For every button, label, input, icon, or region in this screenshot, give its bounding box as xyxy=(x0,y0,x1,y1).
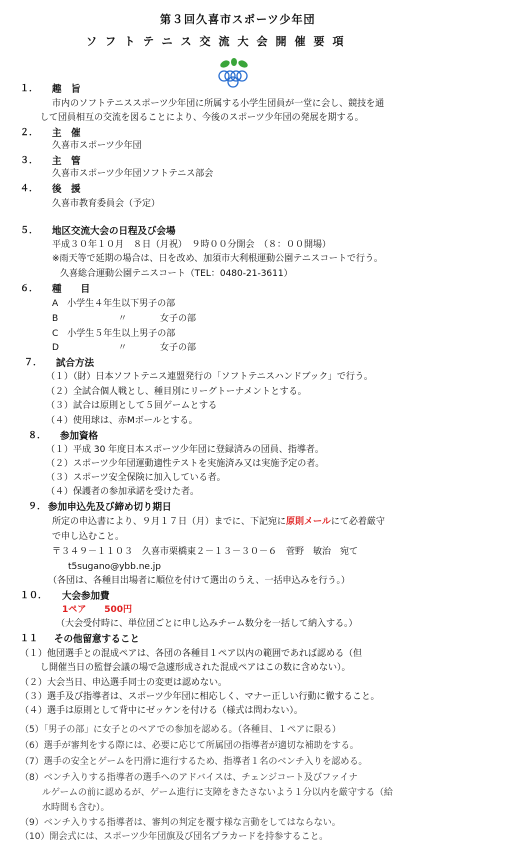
section-7-item-1: （１）（財）日本ソフトテニス連盟発行の「ソフトテニスハンドブック」で行う。 xyxy=(46,372,373,382)
notes-item-7: （7）選手の安全とゲームを円滑に進行するため、指導者１名のベンチ入りを認める。 xyxy=(20,757,368,767)
section-5-rain-note: ※雨天等で延期の場合は、日を改め、加須市大利根運動公園テニスコートで行う。 xyxy=(52,254,383,264)
section-7-heading: 試合方法 xyxy=(56,358,95,369)
notes-item-8: （8）ベンチ入りする指導者の選手へのアドバイスは、チェンジコート及びファイナ xyxy=(20,773,358,783)
section-8-item-3: （３）スポーツ安全保険に加入している者。 xyxy=(46,473,226,483)
entry-fee: 1ペア 500円 xyxy=(62,605,133,615)
section-9-heading: 参加申込先及び締め切り期日 xyxy=(48,502,172,513)
section-9-note: （各団は、各種目出場者に順位を付けて選出のうえ、一括申込みを行う。） xyxy=(48,576,351,586)
document-subtitle: ソフトテニス交流大会開催要項 xyxy=(86,35,352,48)
section-5-schedule: 平成３０年１０月 ８日（月祝） ９時００分開会 （８：００開場） xyxy=(52,240,332,250)
section-9-deadline: 所定の申込書により、９月１７日（月）までに、下記宛に原則メールにて必着厳守 xyxy=(52,517,385,527)
section-1-number: １． xyxy=(20,84,39,94)
notes-item-10: （10）開会式には、スポーツ少年団旗及び団名プラカードを持参すること。 xyxy=(20,832,329,842)
notes-item-8-cont-2: 水時間も含む）。 xyxy=(42,803,110,813)
section-1-text-1: 市内のソフトテニススポーツ少年団に所属する小学生団員が一堂に会し、競技を通 xyxy=(52,99,385,109)
notes-item-6: （6）選手が審判をする際には、必要に応じて所属団の指導者が適切な補助をする。 xyxy=(20,741,359,751)
notes-item-8-cont-1: ルゲームの前に認めるが、ゲーム進行に支障をきたさないよう１分以内を厳守する（給 xyxy=(42,788,393,798)
section-11-heading: その他留意すること xyxy=(54,634,140,645)
notes-item-1-cont: し開催当日の監督会議の場で急遽形成された混成ペアはこの数に含めない）。 xyxy=(40,663,351,673)
section-9-address: 〒３４９－１１０３ 久喜市栗橋東２－１３－３０－６ 菅野 敏治 宛て xyxy=(52,547,359,557)
section-11-number: １１ xyxy=(20,634,39,644)
section-8-number: ８． xyxy=(28,431,47,441)
section-8-item-4: （４）保護者の参加承諾を受けた者。 xyxy=(46,487,200,497)
section-7-item-3: （３）試合は原則として５回ゲームとする xyxy=(46,401,218,411)
document-title: 第３回久喜市スポーツ少年団 xyxy=(160,13,316,26)
section-7-item-4: （４）使用球は、赤Mボールとする。 xyxy=(46,416,198,426)
sports-youth-logo xyxy=(216,58,252,88)
event-d-label: 女子の部 xyxy=(160,343,197,353)
section-9-number: ９． xyxy=(28,502,47,512)
event-b-letter: B xyxy=(52,314,59,324)
section-3-text: 久喜市スポーツ少年団ソフトテニス部会 xyxy=(52,169,214,179)
notes-item-4: （４）選手は原則として背中にゼッケンを付ける（様式は問わない）。 xyxy=(20,706,303,716)
section-10-heading: 大会参加費 xyxy=(62,591,110,602)
section-7-item-2: （２）全試合個人戦とし、種目別にリーグトーナメントとする。 xyxy=(46,387,307,397)
section-3-heading: 主 管 xyxy=(52,156,81,167)
event-d-ditto: 〃 xyxy=(118,343,128,353)
section-2-text: 久喜市スポーツ少年団 xyxy=(52,141,142,151)
section-4-text: 久喜市教育委員会（予定） xyxy=(52,199,161,209)
section-5-heading: 地区交流大会の日程及び会場 xyxy=(52,226,176,237)
section-5-venue: 久喜総合運動公園テニスコート（TEL：0480-21-3611） xyxy=(60,269,293,279)
section-1-text-2: して団員相互の交流を図ることにより、今後のスポーツ少年団の発展を期する。 xyxy=(40,113,364,123)
email-required-note: 原則メール xyxy=(286,517,331,527)
notes-item-5: （5）「男子の部」に女子とのペアでの参加を認める。（各種目、１ペアに限る） xyxy=(20,725,341,735)
section-8-heading: 参加資格 xyxy=(60,431,99,442)
section-10-number: １０． xyxy=(20,591,48,601)
event-b-label: 女子の部 xyxy=(160,314,197,324)
event-c: C 小学生５年生以上男子の部 xyxy=(52,329,176,339)
section-9-text-2: で申し込むこと。 xyxy=(52,532,125,542)
notes-item-1: （１）他団選手との混成ペアは、各団の各種目１ペア以内の範囲であれば認める（但 xyxy=(20,649,363,659)
section-9-email[interactable]: t5sugano@ybb.ne.jp xyxy=(68,562,162,572)
section-6-number: ６． xyxy=(20,284,39,294)
section-6-heading: 種 目 xyxy=(52,284,91,295)
section-3-number: ３． xyxy=(20,156,39,166)
notes-item-2: （２）大会当日、申込選手同士の変更は認めない。 xyxy=(20,678,228,688)
event-a: A 小学生４年生以下男子の部 xyxy=(52,299,176,309)
section-7-number: ７． xyxy=(24,358,43,368)
section-2-heading: 主 催 xyxy=(52,128,81,139)
section-4-number: ４． xyxy=(20,184,39,194)
section-5-number: ５． xyxy=(20,226,39,236)
section-8-item-1: （１）平成 30 年度日本スポーツ少年団に登録済みの団員、指導者。 xyxy=(46,445,324,455)
event-d-letter: D xyxy=(52,343,59,353)
section-4-heading: 後 援 xyxy=(52,184,81,195)
notes-item-9: （9）ベンチ入りする指導者は、審判の判定を覆す様な言動をしてはならない。 xyxy=(20,818,341,828)
section-1-heading: 趣 旨 xyxy=(52,84,81,95)
section-2-number: ２． xyxy=(20,128,39,138)
notes-item-3: （３）選手及び指導者は、スポーツ少年団に相応しく、マナー正しい行動に徹すること。 xyxy=(20,692,380,702)
event-b-ditto: 〃 xyxy=(118,314,128,324)
section-8-item-2: （２）スポーツ少年団運動適性テストを実施済み又は実施予定の者。 xyxy=(46,459,325,469)
section-10-note: （大会受付時に、単位団ごとに申し込みチーム数分を一括して納入する。） xyxy=(56,619,358,629)
